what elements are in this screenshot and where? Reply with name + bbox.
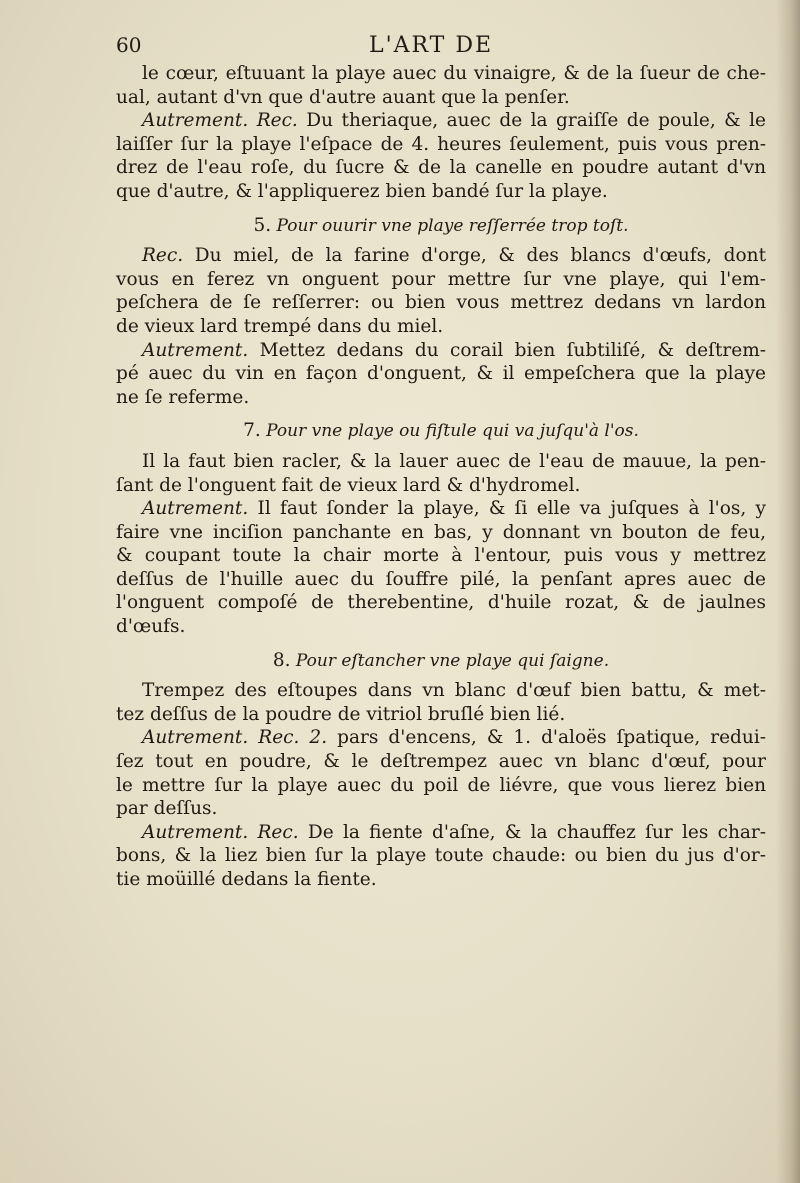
line-text: Trempez des eſtoupes dans vn blanc d'œuf bien battu, & met- xyxy=(142,680,766,702)
text-line xyxy=(116,386,766,410)
paragraph xyxy=(116,339,766,410)
running-head xyxy=(116,34,766,62)
line-text: deſſus de l'huille auec du ſouffre pilé, la penſant apres auec de xyxy=(116,568,766,590)
paragraph xyxy=(116,726,766,820)
line-text: ſant de l'onguent fait de vieux lard & d'hydromel. xyxy=(116,474,581,496)
line-text: ual, autant d'vn que d'autre auant que la penſer. xyxy=(116,86,570,108)
text-line xyxy=(116,679,766,703)
text-line xyxy=(116,109,766,133)
line-text: d'œufs. xyxy=(116,616,186,638)
line-text: & coupant toute la chair morte à l'entour, puis vous y mettrez xyxy=(116,545,766,567)
text-line xyxy=(116,591,766,615)
line-text: faire vne inciſion panchante en bas, y donnant vn bouton de feu, xyxy=(116,521,766,543)
text-line xyxy=(116,521,766,545)
line-text: laiſſer ſur la playe l'eſpace de 4. heures ſeulement, puis vous pren- xyxy=(116,133,766,155)
recipe-lead: Autrement. Rec. xyxy=(142,821,299,843)
text-line xyxy=(116,86,766,110)
text-line xyxy=(116,568,766,592)
text-line xyxy=(116,244,766,268)
text-line xyxy=(116,62,766,86)
section-title: Pour ouurir vne playe reſſerrée trop toſt. xyxy=(271,215,629,236)
line-text: Du miel, de la farine d'orge, & des blancs d'œufs, dont xyxy=(194,245,766,267)
section-title: Pour eſtancher vne playe qui ſaigne. xyxy=(290,650,610,671)
section-heading xyxy=(116,214,766,239)
paragraph xyxy=(116,821,766,892)
line-text: par deſſus. xyxy=(116,798,218,820)
section-number: 5. xyxy=(253,214,272,236)
text-line xyxy=(116,474,766,498)
page-number: 60 xyxy=(116,33,142,57)
text-line xyxy=(116,362,766,386)
text-block xyxy=(116,34,766,892)
text-line xyxy=(116,450,766,474)
line-text: Mettez dedans du corail bien ſubtiliſé, & deſtrem- xyxy=(259,339,766,361)
line-text: de vieux lard trempé dans du miel. xyxy=(116,315,444,337)
text-line xyxy=(116,497,766,521)
paragraph xyxy=(116,450,766,497)
line-text: tez deſſus de la poudre de vitriol bruſlé bien lié. xyxy=(116,703,566,725)
paragraph xyxy=(116,109,766,203)
text-line xyxy=(116,844,766,868)
recipe-lead: Autrement. xyxy=(142,339,249,361)
line-text: le cœur, eſtuuant la playe auec du vinaigre, & de la ſueur de che- xyxy=(142,63,766,84)
line-text: Il faut ſonder la playe, & ſi elle va juſques à l'os, y xyxy=(257,498,766,520)
text-line xyxy=(116,726,766,750)
recipe-lead: Autrement. Rec. 2. xyxy=(142,727,328,749)
line-text: drez de l'eau roſe, du ſucre & de la canelle en poudre autant d'vn xyxy=(116,157,766,179)
text-line xyxy=(116,156,766,180)
section-heading xyxy=(116,649,766,674)
text-line xyxy=(116,868,766,892)
text-line xyxy=(116,615,766,639)
text-line xyxy=(116,291,766,315)
text-line xyxy=(116,774,766,798)
section-number: 8. xyxy=(272,649,291,671)
line-text: l'onguent compoſé de therebentine, d'huile rozat, & de jaulnes xyxy=(116,592,766,614)
line-text: que d'autre, & l'appliquerez bien bandé ſur la playe. xyxy=(116,180,608,202)
text-line xyxy=(116,268,766,292)
text-line xyxy=(116,544,766,568)
line-text: pars d'encens, & 1. d'aloës ſpatique, redui- xyxy=(337,727,766,749)
line-text: De la fiente d'aſne, & la chauffez ſur les char- xyxy=(307,821,766,843)
section-title: Pour vne playe ou fiſtule qui va juſqu'à l'os. xyxy=(260,421,639,442)
recipe-lead: Rec. xyxy=(142,245,184,267)
line-text: Il la faut bien racler, & la lauer auec de l'eau de mauue, la pen- xyxy=(142,450,766,472)
line-text: bons, & la liez bien ſur la playe toute chaude: ou bien du jus d'or- xyxy=(116,845,766,867)
paragraph xyxy=(116,62,766,109)
line-text: vous en ferez vn onguent pour mettre ſur vne playe, qui l'em- xyxy=(116,268,766,290)
line-text: ne ſe referme. xyxy=(116,386,250,408)
page-gutter-shadow xyxy=(776,0,800,1183)
line-text: tie moüillé dedans la fiente. xyxy=(116,869,377,890)
line-text: peſchera de ſe reſſerrer: ou bien vous mettrez dedans vn lardon xyxy=(116,292,766,314)
paragraph xyxy=(116,244,766,338)
line-text: ſez tout en poudre, & le deſtrempez auec vn blanc d'œuf, pour xyxy=(116,751,766,773)
text-line xyxy=(116,797,766,821)
line-text: le mettre ſur la playe auec du poil de liévre, que vous lierez bien xyxy=(116,774,766,796)
text-line xyxy=(116,339,766,363)
running-title: L'ART DE xyxy=(368,33,494,58)
section-heading xyxy=(116,419,766,444)
text-line xyxy=(116,315,766,339)
text-line xyxy=(116,133,766,157)
paragraph xyxy=(116,497,766,639)
text-line xyxy=(116,821,766,845)
recipe-lead: Autrement. Rec. xyxy=(142,110,298,132)
text-line xyxy=(116,750,766,774)
text-line xyxy=(116,180,766,204)
line-text: pé auec du vin en façon d'onguent, & il empeſchera que la playe xyxy=(116,363,766,385)
recipe-lead: Autrement. xyxy=(142,498,249,520)
section-number: 7. xyxy=(243,420,261,442)
page-content xyxy=(116,62,766,892)
line-text: Du theriaque, auec de la graiſſe de poule, & le xyxy=(306,110,766,132)
paragraph xyxy=(116,679,766,726)
text-line xyxy=(116,703,766,727)
